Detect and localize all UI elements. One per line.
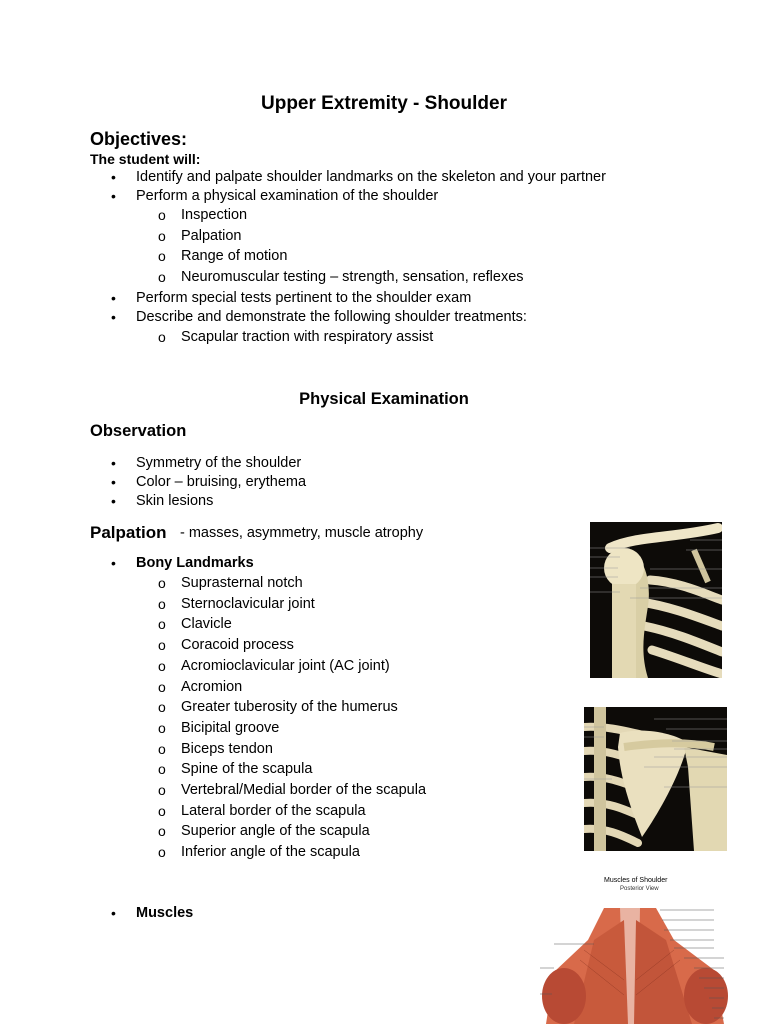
o-bullet-icon: o bbox=[158, 575, 166, 591]
bony-landmark-item: Bicipital groove bbox=[181, 720, 280, 736]
bony-landmarks-heading: Bony Landmarks bbox=[136, 555, 254, 571]
bullet-icon: • bbox=[111, 455, 116, 471]
bony-landmark-item: Acromioclavicular joint (AC joint) bbox=[181, 658, 390, 674]
bony-landmark-item: Spine of the scapula bbox=[181, 761, 313, 777]
treatment-subitem: Scapular traction with respiratory assist bbox=[181, 329, 434, 345]
observation-heading: Observation bbox=[90, 422, 187, 440]
bony-landmark-item: Vertebral/Medial border of the scapula bbox=[181, 782, 427, 798]
o-bullet-icon: o bbox=[158, 741, 166, 757]
physical-exam-heading: Physical Examination bbox=[299, 390, 469, 408]
page-title: Upper Extremity - Shoulder bbox=[261, 93, 507, 114]
bullet-icon: • bbox=[111, 188, 116, 204]
bony-landmark-item: Inferior angle of the scapula bbox=[181, 844, 360, 860]
o-bullet-icon: o bbox=[158, 269, 166, 285]
o-bullet-icon: o bbox=[158, 844, 166, 860]
objective-item: Identify and palpate shoulder landmarks on the skeleton and your partner bbox=[136, 169, 606, 185]
bony-landmark-item: Biceps tendon bbox=[181, 741, 273, 757]
bony-landmark-item: Greater tuberosity of the humerus bbox=[181, 699, 398, 715]
muscles-figure-subtitle: Posterior View bbox=[620, 886, 659, 892]
bony-landmark-item: Lateral border of the scapula bbox=[181, 803, 366, 819]
bony-landmark-item: Acromion bbox=[181, 679, 243, 695]
objectives-intro: The student will: bbox=[90, 151, 201, 167]
exam-subitem: Inspection bbox=[181, 207, 248, 223]
o-bullet-icon: o bbox=[158, 699, 166, 715]
exam-subitem: Neuromuscular testing – strength, sensation, reflexes bbox=[181, 269, 524, 285]
bullet-icon: • bbox=[111, 309, 116, 325]
muscles-heading: Muscles bbox=[136, 905, 194, 921]
o-bullet-icon: o bbox=[158, 679, 166, 695]
o-bullet-icon: o bbox=[158, 782, 166, 798]
shoulder-muscles-image bbox=[524, 900, 744, 1024]
bullet-icon: • bbox=[111, 290, 116, 306]
o-bullet-icon: o bbox=[158, 207, 166, 223]
o-bullet-icon: o bbox=[158, 803, 166, 819]
o-bullet-icon: o bbox=[158, 658, 166, 674]
objective-item: Perform a physical examination of the shoulder bbox=[136, 188, 439, 204]
observation-item: Skin lesions bbox=[136, 493, 214, 509]
bullet-icon: • bbox=[111, 474, 116, 490]
exam-subitem: Range of motion bbox=[181, 248, 288, 264]
o-bullet-icon: o bbox=[158, 720, 166, 736]
bony-landmark-item: Coracoid process bbox=[181, 637, 294, 653]
o-bullet-icon: o bbox=[158, 637, 166, 653]
bullet-icon: • bbox=[111, 169, 116, 185]
observation-item: Color – bruising, erythema bbox=[136, 474, 307, 490]
o-bullet-icon: o bbox=[158, 761, 166, 777]
bony-landmark-item: Clavicle bbox=[181, 616, 232, 632]
o-bullet-icon: o bbox=[158, 823, 166, 839]
exam-subitem: Palpation bbox=[181, 228, 242, 244]
objective-item: Perform special tests pertinent to the shoulder exam bbox=[136, 290, 472, 306]
o-bullet-icon: o bbox=[158, 248, 166, 264]
palpation-note: - masses, asymmetry, muscle atrophy bbox=[180, 525, 424, 541]
bullet-icon: • bbox=[111, 555, 116, 571]
bony-landmark-item: Superior angle of the scapula bbox=[181, 823, 370, 839]
posterior-scapula-skeleton-image bbox=[584, 707, 727, 851]
muscles-figure-title: Muscles of Shoulder bbox=[604, 877, 668, 884]
bony-landmark-item: Suprasternal notch bbox=[181, 575, 303, 591]
objective-item: Describe and demonstrate the following shoulder treatments: bbox=[136, 309, 527, 325]
o-bullet-icon: o bbox=[158, 596, 166, 612]
o-bullet-icon: o bbox=[158, 228, 166, 244]
palpation-heading: Palpation bbox=[90, 523, 167, 542]
o-bullet-icon: o bbox=[158, 616, 166, 632]
bony-landmark-item: Sternoclavicular joint bbox=[181, 596, 315, 612]
anterior-shoulder-skeleton-image bbox=[590, 522, 722, 678]
bullet-icon: • bbox=[111, 905, 116, 921]
o-bullet-icon: o bbox=[158, 329, 166, 345]
bullet-icon: • bbox=[111, 493, 116, 509]
objectives-heading: Objectives: bbox=[90, 129, 188, 149]
observation-item: Symmetry of the shoulder bbox=[136, 455, 302, 471]
